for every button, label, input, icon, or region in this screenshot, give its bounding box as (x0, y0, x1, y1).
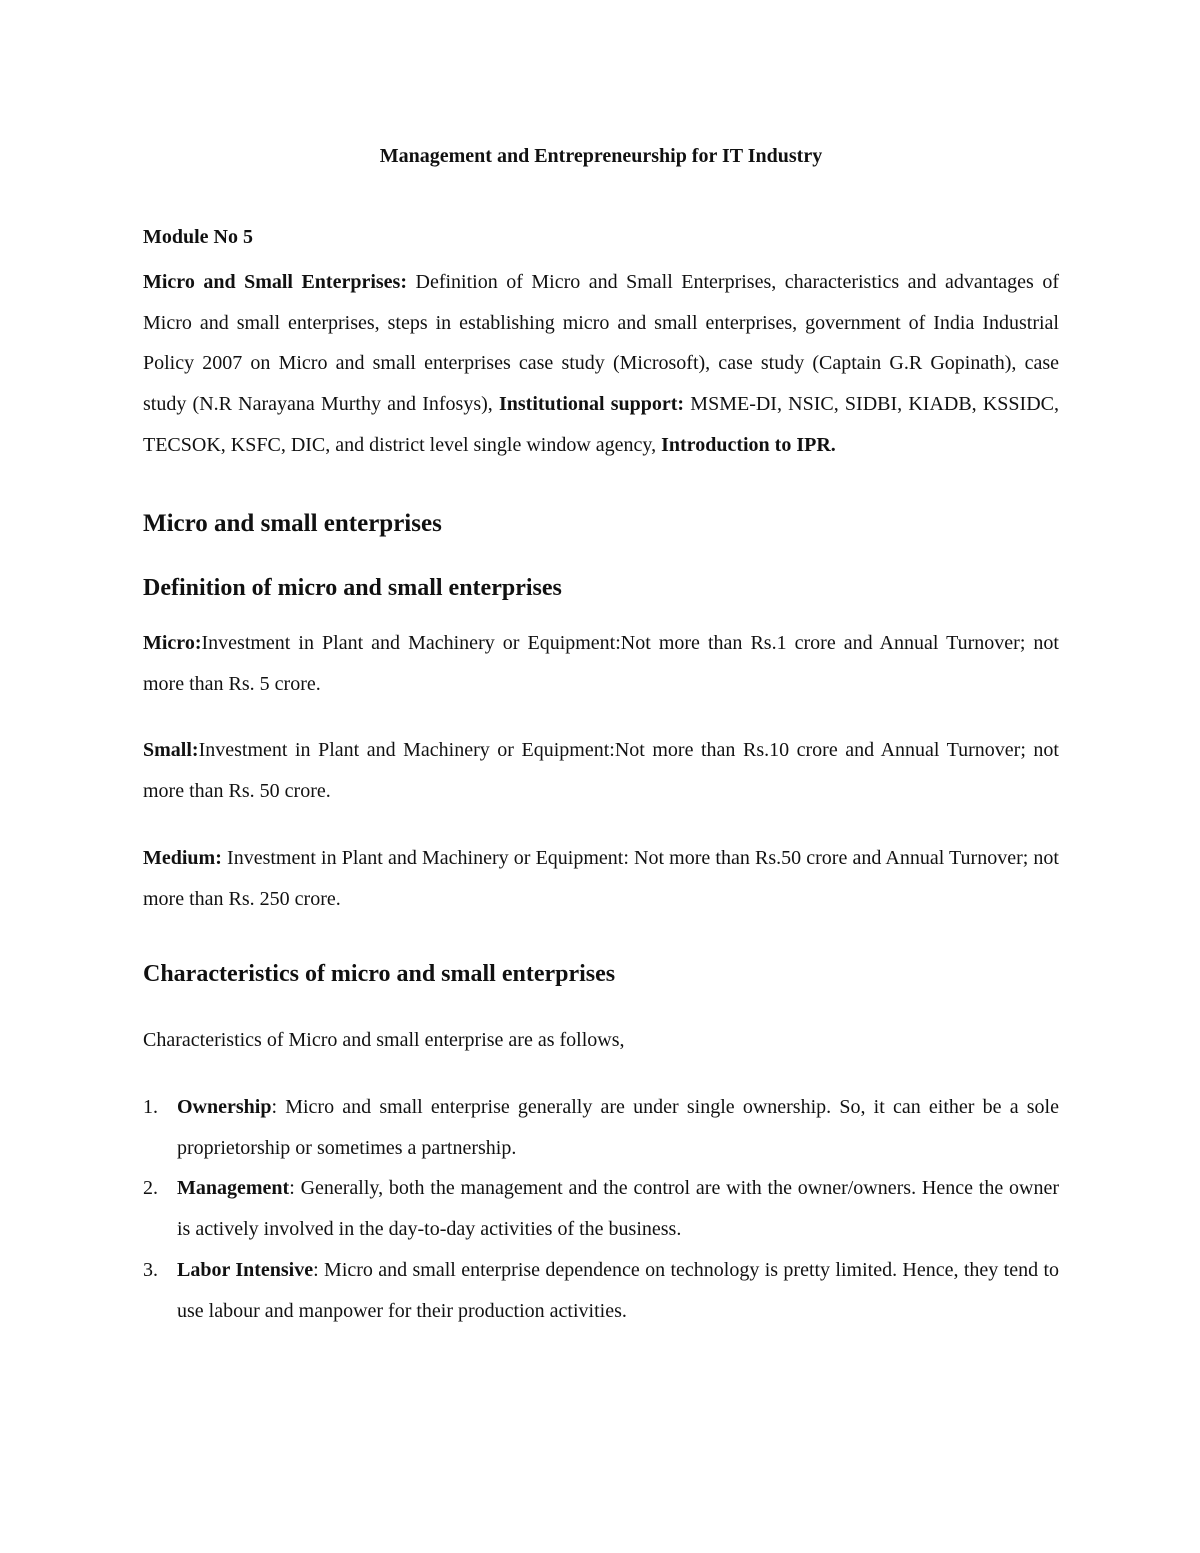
list-item-number: 3. (143, 1258, 158, 1281)
section-heading-characteristics: Characteristics of micro and small enterprises (143, 961, 616, 987)
definition-micro-text: Investment in Plant and Machinery or Equipment:Not more than Rs.1 crore and Annual Turnover; not more than Rs. 5 crore. (143, 632, 1059, 695)
module-heading: Module No 5 (143, 226, 253, 248)
list-item-label: Management (177, 1177, 290, 1200)
list-item-text: : Generally, both the management and the control are with the owner/owners. Hence the owner is actively involved in the day-to-day activities of the business. (177, 1177, 1059, 1241)
definition-micro-label: Micro: (143, 632, 202, 654)
list-item-text: : Micro and small enterprise dependence on technology is pretty limited. Hence, they tend to use labour and manpower for their production activities. (177, 1258, 1060, 1322)
list-item (143, 1250, 1059, 1331)
list-item-number: 2. (143, 1177, 158, 1200)
definition-medium-text: Investment in Plant and Machinery or Equipment: Not more than Rs.50 crore and Annual Turnover; not more than Rs. 250 crore. (143, 847, 1059, 910)
definition-small-text: Investment in Plant and Machinery or Equipment:Not more than Rs.10 crore and Annual Turnover; not more than Rs. 50 crore. (143, 739, 1059, 802)
syllabus-institutional-support: Institutional support: (498, 393, 685, 416)
characteristics-list (143, 1087, 1059, 1331)
definition-small (143, 730, 1059, 811)
list-item (143, 1087, 1059, 1168)
definition-micro (143, 623, 1059, 704)
syllabus-paragraph (143, 262, 1059, 466)
section-heading-definition: Definition of micro and small enterprises (143, 575, 562, 601)
syllabus-ipr: Introduction to IPR. (661, 433, 836, 456)
characteristics-intro: Characteristics of Micro and small enterprise are as follows, (143, 1029, 625, 1051)
list-item-label: Ownership (177, 1096, 272, 1118)
syllabus-text-2: MSME-DI, NSIC, SIDBI, KIADB, KSSIDC, TECSOK, KSFC, DIC, and district level single window agency, (143, 393, 1059, 456)
list-item-label: Labor Intensive (177, 1258, 314, 1281)
list-item (143, 1168, 1059, 1249)
definition-medium (143, 838, 1059, 919)
syllabus-text-1: Definition of Micro and Small Enterprises, characteristics and advantages of Micro and small enterprises, steps in establishing micro and small enterprises, government of India Industrial Policy 2007 on Micro and small enterprises case study (Microsoft), case study (Captain G.R Gopinath), case study (N.R Narayana Murthy and Infosys), (143, 271, 1059, 416)
document-title: Management and Entrepreneurship for IT Industry (379, 145, 823, 167)
list-item-text: : Micro and small enterprise generally are under single ownership. So, it can either be a sole proprietorship or sometimes a partnership. (177, 1096, 1059, 1159)
definition-medium-label: Medium: (143, 847, 222, 869)
section-heading-main: Micro and small enterprises (143, 510, 442, 537)
list-item-number: 1. (143, 1096, 158, 1118)
syllabus-lead: Micro and Small Enterprises: (143, 271, 407, 293)
definition-small-label: Small: (143, 739, 199, 761)
